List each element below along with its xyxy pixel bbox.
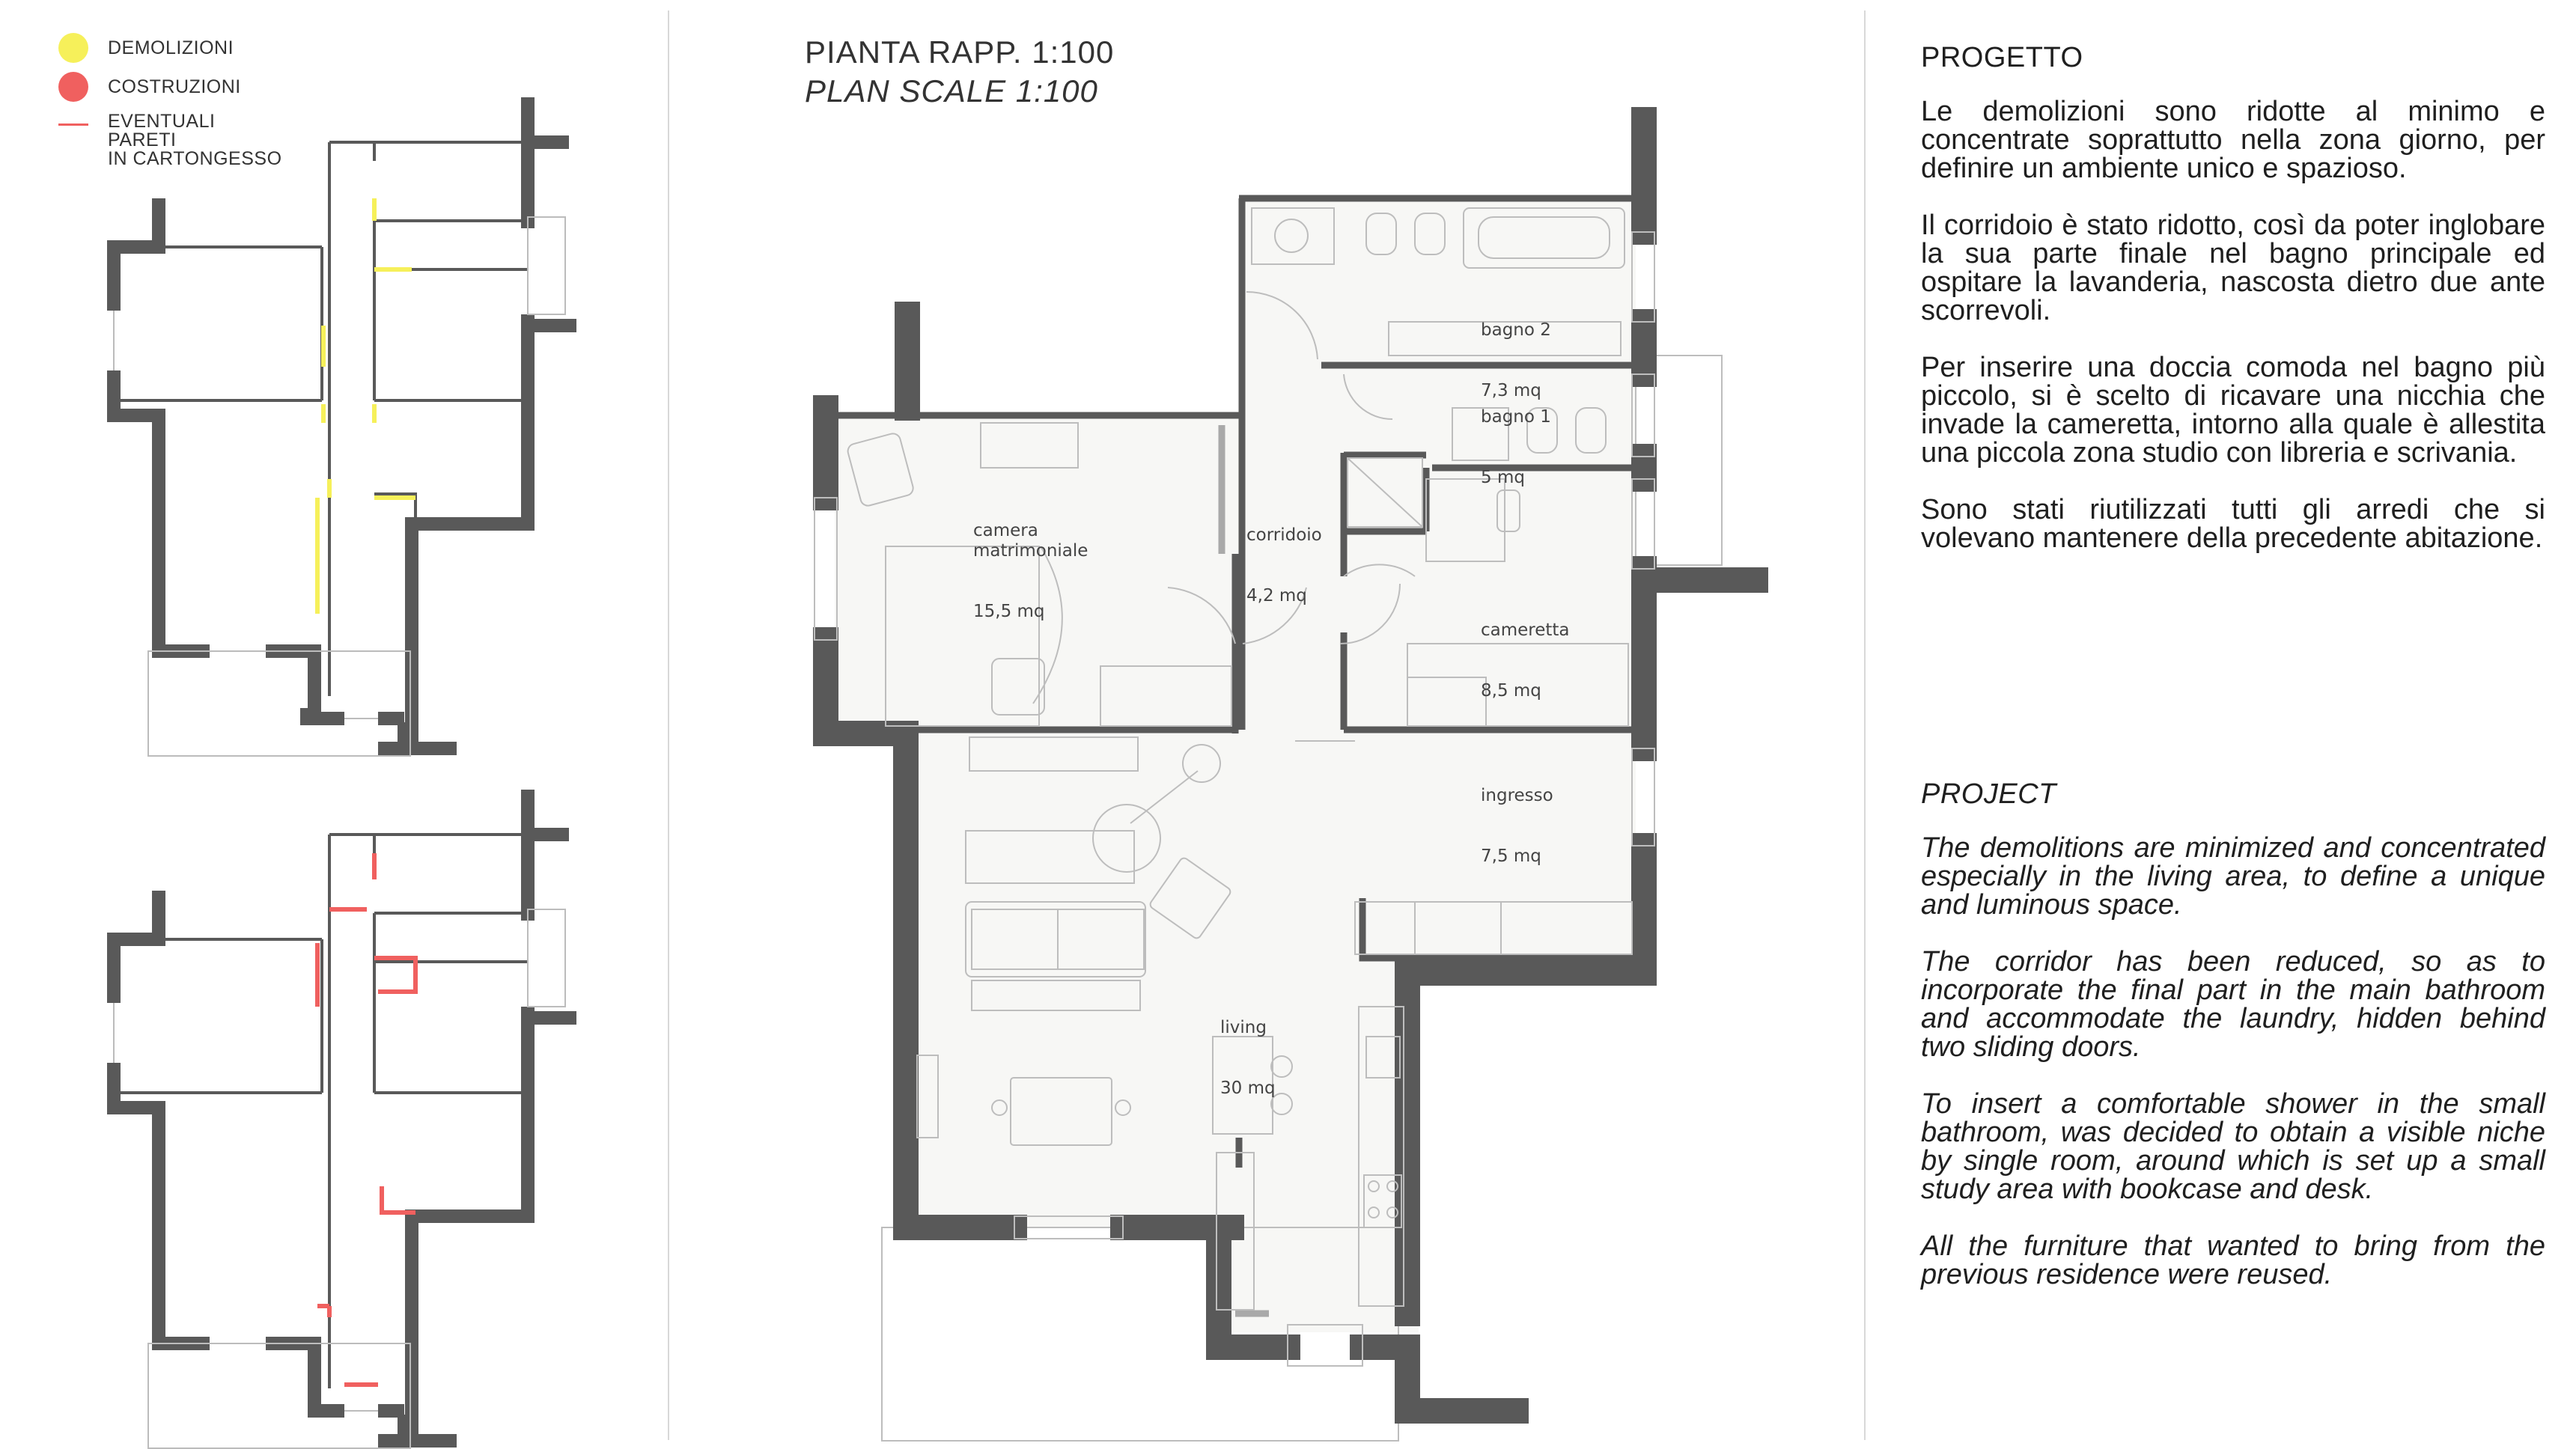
room-label-living xyxy=(1220,977,1276,1119)
project-description-it xyxy=(1921,43,2545,581)
room-area: 8,5 mq xyxy=(1481,681,1541,701)
project-heading-it: PROGETTO xyxy=(1921,42,2083,73)
room-name: camera matrimoniale xyxy=(973,521,1088,561)
demolition-plan xyxy=(114,97,576,756)
main-plan xyxy=(814,120,1756,1441)
project-paragraph-it-1: Le demolizioni sono ridotte al minimo e concentrate soprattutto nella zona giorno, per definire un ambiente unico e spazioso. xyxy=(1921,96,2545,184)
project-paragraph-en-1: The demolitions are minimized and concentrated especially in the living area, to define a unique and luminous space. xyxy=(1921,832,2545,921)
project-paragraph-it-4: Sono stati riutilizzati tutti gli arredi che si volevano mantenere della precedente abitazione. xyxy=(1921,494,2545,554)
plan-title xyxy=(805,33,1114,111)
project-paragraph-en-2: The corridor has been reduced, so as to incorporate the final part in the main bathroom and accommodate the laundry, hidden behind two sliding doors. xyxy=(1921,946,2545,1063)
project-heading-en: PROJECT xyxy=(1921,778,2056,810)
room-label-ingresso xyxy=(1481,745,1553,887)
room-area: 15,5 mq xyxy=(973,602,1045,621)
plan-title-en: PLAN SCALE 1:100 xyxy=(805,73,1098,109)
room-label-corridoio xyxy=(1246,485,1322,626)
room-name: bagno 1 xyxy=(1481,407,1551,427)
project-paragraph-it-2: Il corridoio è stato ridotto, così da poter inglobare la sua parte finale nel bagno principale ed ospitare la lavanderia, nascosta dietro due ante scorrevoli. xyxy=(1921,210,2545,326)
project-paragraph-en-3: To insert a comfortable shower in the small bathroom, was decided to obtain a visible niche by single room, around which is set up a small study area with bookcase and desk. xyxy=(1921,1088,2545,1205)
project-paragraph-it-3: Per inserire una doccia comoda nel bagno più piccolo, si è scelto di ricavare una nicchia che invade la cameretta, intorno alla quale è allestita una piccola zona studio con libreria e scrivania. xyxy=(1921,352,2545,469)
room-name: living xyxy=(1220,1018,1267,1037)
room-name: ingresso xyxy=(1481,786,1553,805)
plan-title-it: PIANTA RAPP. 1:100 xyxy=(805,34,1115,70)
room-area: 5 mq xyxy=(1481,468,1525,487)
room-area: 7,5 mq xyxy=(1481,846,1541,866)
room-label-bagno-1 xyxy=(1481,367,1551,508)
legend-partition-label: EVENTUALI PARETI IN CARTONGESSO xyxy=(108,111,282,169)
room-name: cameretta xyxy=(1481,620,1570,640)
legend-demolitions-label: DEMOLIZIONI xyxy=(108,37,234,58)
room-area: 7,3 mq xyxy=(1481,381,1541,400)
project-description-en xyxy=(1921,780,2545,1317)
room-area: 4,2 mq xyxy=(1246,586,1307,605)
legend-constructions-label: COSTRUZIONI xyxy=(108,76,241,97)
project-paragraph-en-4: All the furniture that wanted to bring from the previous residence were reused. xyxy=(1921,1230,2545,1290)
room-area: 30 mq xyxy=(1220,1079,1276,1098)
room-name: corridoio xyxy=(1246,525,1322,545)
construction-plan xyxy=(114,790,576,1448)
room-name: bagno 2 xyxy=(1481,320,1551,340)
room-label-cameretta xyxy=(1481,580,1570,722)
room-label-camera xyxy=(973,481,1088,642)
